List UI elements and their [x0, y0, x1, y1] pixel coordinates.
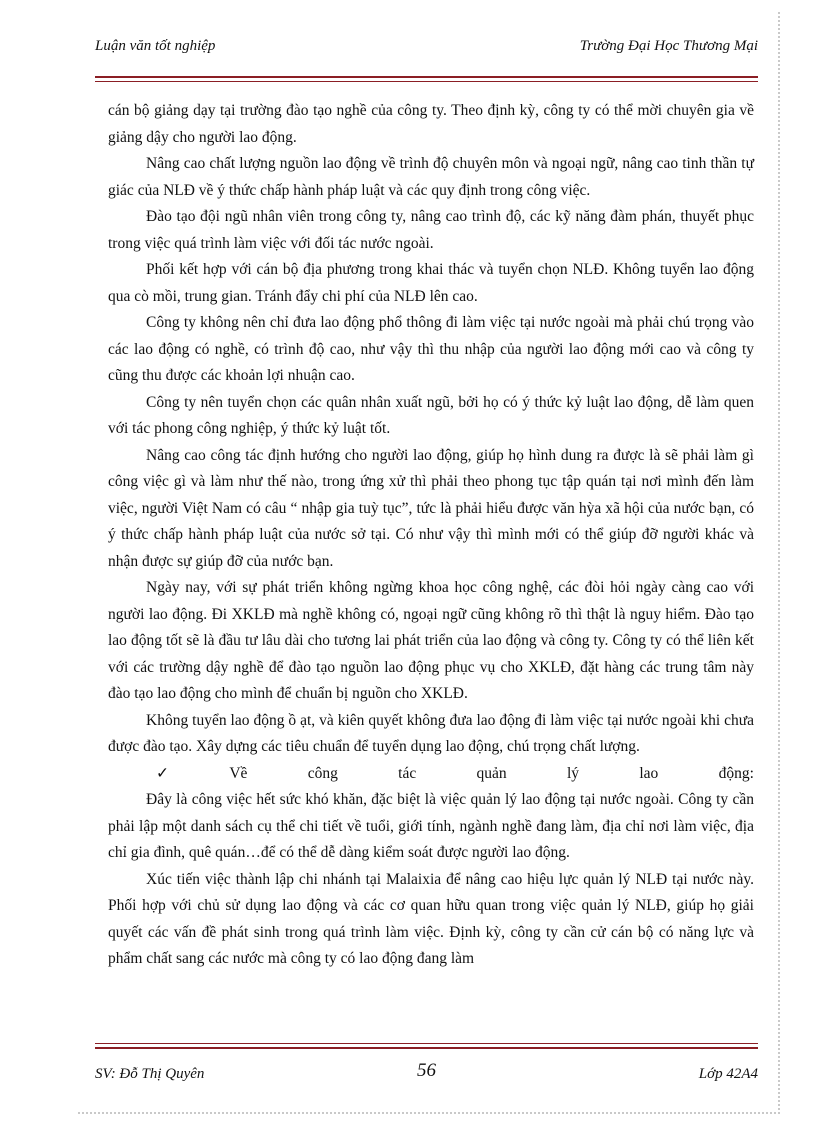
- section-heading-labor-management: [108, 761, 754, 788]
- paragraph: Công ty không nên chỉ đưa lao động phổ thông đi làm việc tại nước ngoài mà phải chú trọng vào các lao động có nghề, có trình độ cao, như vậy thì thu nhập của người lao động mới cao và công ty cũng thu được các khoản lợi nhuận cao.: [108, 314, 754, 384]
- paragraph: Phối kết hợp với cán bộ địa phương trong khai thác và tuyển chọn NLĐ. Không tuyển lao động qua cò mồi, trung gian. Tránh đẩy chi phí của NLĐ lên cao.: [108, 261, 754, 305]
- header-thesis-label: Luận văn tốt nghiệp: [95, 38, 216, 54]
- heading-word: lao: [639, 764, 659, 782]
- page-body: [108, 98, 754, 973]
- heading-word: quản: [476, 764, 507, 782]
- checkmark-icon: ✓: [156, 764, 169, 782]
- header-rule-thin: [95, 81, 758, 82]
- footer-class: Lớp 42A4: [698, 1066, 758, 1082]
- header-rule-thick: [95, 76, 758, 78]
- page-footer: [95, 1060, 758, 1086]
- paragraph: Ngày nay, với sự phát triển không ngừng khoa học công nghệ, các đòi hỏi ngày càng cao với người lao động. Đi XKLĐ mà nghề không có, ngoại ngữ cũng không rõ thì thật là nguy hiểm. Đào tạo lao động tốt sẽ là đầu tư lâu dài cho tương lai phát triển của lao động và công ty. Công ty có thể liên kết với các trường dậy nghề để đào tạo nguồn lao động phục vụ cho XKLĐ, đặt hàng các trung tâm này đào tạo lao động cho mình để chuẩn bị nguồn cho XKLĐ.: [108, 579, 754, 702]
- heading-word: động:: [718, 764, 754, 782]
- paragraph: Nâng cao công tác định hướng cho người lao động, giúp họ hình dung ra được là sẽ phải làm gì công việc gì và làm như thế nào, trong ứng xử thì phải theo phong tục tập quán tại nơi mình đến làm việc, người Việt Nam có câu “ nhập gia tuỳ tục”, tức là phải hiểu được văn hỳa xã hội của nước bạn, có ý thức chấp hành pháp luật của nước sở tại. Có như vậy thì mình mới có thể giúp đỡ người khác và nhận được sự giúp đỡ của nước bạn.: [108, 446, 754, 570]
- heading-word: tác: [398, 764, 417, 782]
- page-number: 56: [417, 1060, 436, 1081]
- paragraph: Công ty nên tuyển chọn các quân nhân xuất ngũ, bởi họ có ý thức kỷ luật lao động, dễ làm quen với tác phong công nghiệp, ý thức kỷ luật tốt.: [108, 393, 754, 437]
- paragraph: Nâng cao chất lượng nguồn lao động về trình độ chuyên môn và ngoại ngữ, nâng cao tinh thần tự giác của NLĐ về ý thức chấp hành pháp luật và các quy định trong công việc.: [108, 155, 754, 199]
- page-header: [95, 38, 758, 62]
- footer-rule-thick: [95, 1047, 758, 1049]
- paragraph: cán bộ giảng dạy tại trường đào tạo nghề của công ty. Theo định kỳ, công ty có thể mời chuyên gia về giảng dậy cho người lao động.: [108, 102, 754, 146]
- footer-rule-thin: [95, 1043, 758, 1044]
- paragraph: Không tuyển lao động ồ ạt, và kiên quyết không đưa lao động đi làm việc tại nước ngoài khi chưa được đào tạo. Xây dựng các tiêu chuẩn để tuyển dụng lao động, chú trọng chất lượng.: [108, 711, 754, 755]
- heading-word: công: [307, 764, 338, 782]
- header-university: Trường Đại Học Thương Mại: [579, 38, 758, 54]
- paragraph: Đào tạo đội ngũ nhân viên trong công ty, nâng cao trình độ, các kỹ năng đàm phán, thuyết phục trong việc quá trình làm việc với đối tác nước ngoài.: [108, 208, 754, 252]
- paragraph: Đây là công việc hết sức khó khăn, đặc biệt là việc quản lý lao động tại nước ngoài. Công ty cần phải lập một danh sách cụ thể chi tiết về tuổi, giới tính, ngành nghề đang làm, địa chỉ nơi làm việc, địa chỉ gia đình, quê quán…để có thể dễ dàng kiểm soát được người lao động.: [108, 791, 754, 861]
- heading-word: lý: [567, 764, 580, 782]
- footer-student-name: SV: Đỗ Thị Quyên: [95, 1066, 205, 1082]
- paragraph: Xúc tiến việc thành lập chi nhánh tại Malaixia để nâng cao hiệu lực quản lý NLĐ tại nước này. Phối hợp với chủ sử dụng lao động và các cơ quan hữu quan trong việc quản lý NLĐ, giúp họ giải quyết các vấn đề phát sinh trong quá trình làm việc. Định kỳ, công ty cần cử cán bộ có năng lực và phẩm chất sang các nước mà công ty có lao động đang làm: [108, 870, 754, 967]
- heading-word: Về: [229, 764, 248, 782]
